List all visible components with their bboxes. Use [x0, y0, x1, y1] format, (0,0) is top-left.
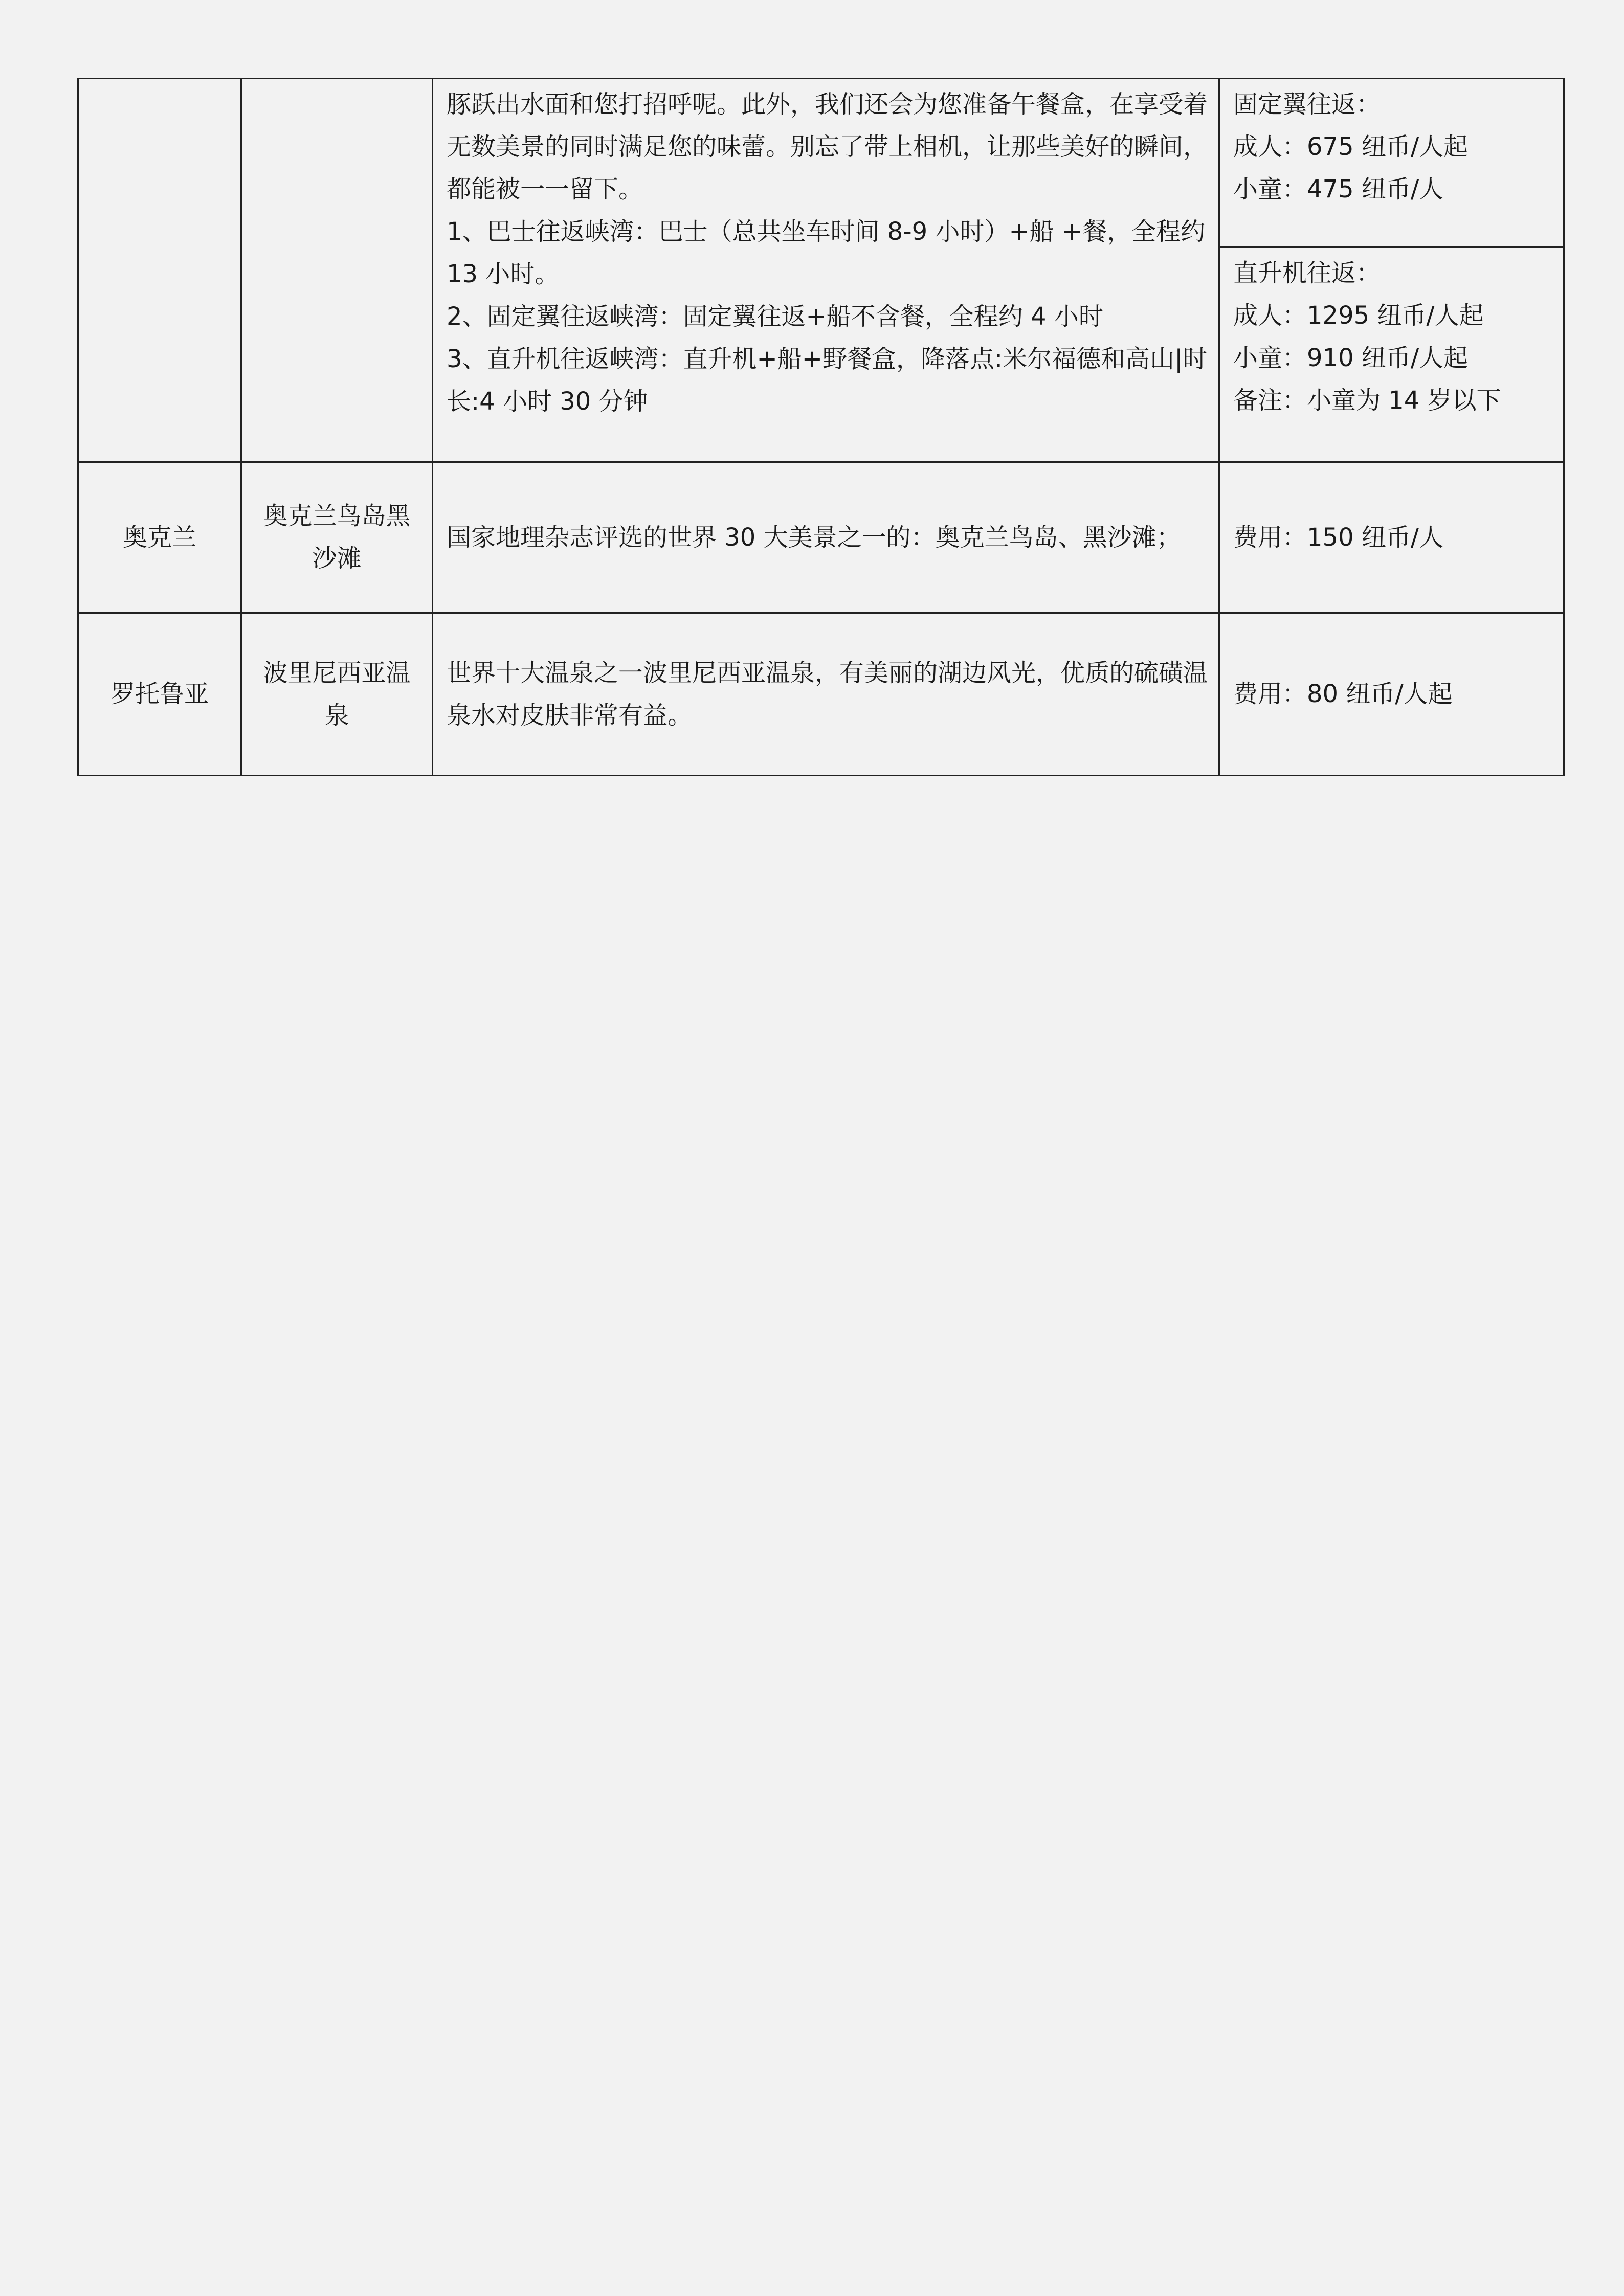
city-cell-empty	[78, 79, 241, 462]
price-line: 费用：150 纽币/人	[1233, 523, 1444, 552]
spot-name-line: 奥克兰鸟岛黑	[263, 502, 411, 530]
itinerary-table	[77, 78, 1565, 776]
city-cell	[78, 462, 241, 613]
description-cell	[433, 79, 1219, 462]
description-line: 无数美景的同时满足您的味蕾。别忘了带上相机，让那些美好的瞬间，	[447, 132, 1208, 161]
description-line: 13 小时。	[447, 260, 560, 288]
price-cell-helicopter	[1219, 247, 1564, 462]
spot-cell	[241, 613, 433, 776]
city-name: 奥克兰	[122, 523, 196, 552]
description-cell	[433, 613, 1219, 776]
price-cell	[1219, 462, 1564, 613]
price-line: 费用：80 纽币/人起	[1233, 680, 1453, 708]
price-line: 小童：475 纽币/人	[1233, 175, 1444, 204]
price-line: 成人：675 纽币/人起	[1233, 132, 1469, 161]
price-line: 备注：小童为 14 岁以下	[1233, 386, 1501, 415]
spot-cell-empty	[241, 79, 433, 462]
table-row	[78, 462, 1564, 613]
table-row	[78, 79, 1564, 247]
spot-cell	[241, 462, 433, 613]
city-cell	[78, 613, 241, 776]
price-line: 成人：1295 纽币/人起	[1233, 301, 1484, 330]
price-line: 固定翼往返：	[1233, 90, 1381, 119]
description-line: 3、直升机往返峡湾：直升机+船+野餐盒，降落点:米尔福德和高山|时	[447, 345, 1208, 373]
description-line: 世界十大温泉之一波里尼西亚温泉，有美丽的湖边风光，优质的硫磺温	[447, 658, 1208, 687]
table-row	[78, 613, 1564, 776]
spot-name-line: 波里尼西亚温	[263, 658, 411, 687]
description-line: 2、固定翼往返峡湾：固定翼往返+船不含餐，全程约 4 小时	[447, 302, 1103, 331]
spot-name-line: 沙滩	[312, 544, 362, 573]
price-cell-fixed-wing	[1219, 79, 1564, 247]
city-name: 罗托鲁亚	[110, 680, 209, 708]
description-line: 都能被一一留下。	[447, 175, 643, 204]
description-line: 长:4 小时 30 分钟	[447, 387, 648, 416]
description-line: 泉水对皮肤非常有益。	[447, 701, 693, 730]
price-line: 直升机往返：	[1233, 259, 1381, 287]
price-cell	[1219, 613, 1564, 776]
description-line: 豚跃出水面和您打招呼呢。此外，我们还会为您准备午餐盒，在享受着	[447, 90, 1208, 119]
price-line: 小童：910 纽币/人起	[1233, 344, 1469, 372]
spot-name-line: 泉	[324, 701, 349, 730]
description-cell	[433, 462, 1219, 613]
description-line: 国家地理杂志评选的世界 30 大美景之一的：奥克兰鸟岛、黑沙滩；	[447, 523, 1181, 552]
description-line: 1、巴士往返峡湾：巴士（总共坐车时间 8-9 小时）+船 +餐，全程约	[447, 217, 1206, 246]
